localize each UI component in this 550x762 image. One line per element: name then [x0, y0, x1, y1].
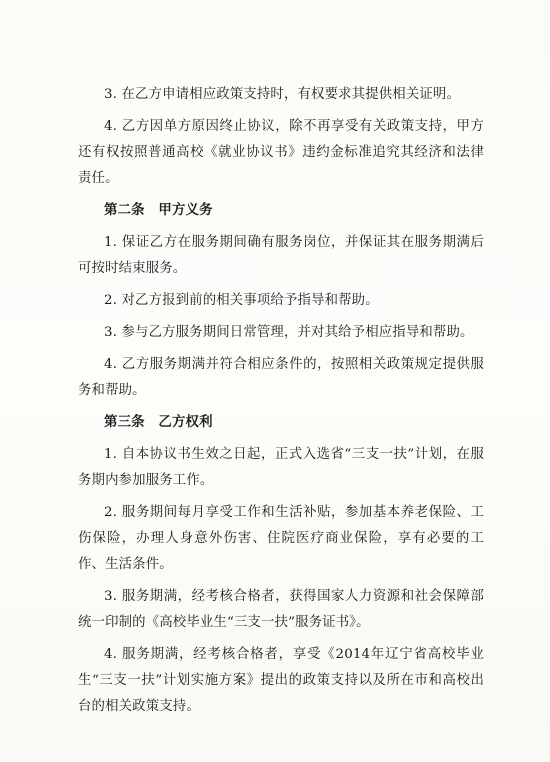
document-body	[78, 82, 484, 720]
article-2-heading: 第二条 甲方义务	[104, 203, 213, 218]
article-2-item-4: 4. 乙方服务期满并符合相应条件的，按照相关政策规定提供服务和帮助。	[78, 357, 484, 398]
article-3-item-1: 1. 自本协议书生效之日起，正式入选省“三支一扶”计划，在服务期内参加服务工作。	[78, 447, 484, 488]
article-2-item-1: 1. 保证乙方在服务期间确有服务岗位，并保证其在服务期满后可按时结束服务。	[78, 235, 484, 276]
article-2-item-2: 2. 对乙方报到前的相关事项给予指导和帮助。	[104, 293, 379, 308]
article-3-heading: 第三条 乙方权利	[104, 415, 213, 430]
article-3-item-4: 4. 服务期满，经考核合格者，享受《2014年辽宁省高校毕业生“三支一扶”计划实施方案》提出的政策支持以及所在市和高校出台的相关政策支持。	[78, 647, 484, 714]
clause-1-item-3: 3. 在乙方申请相应政策支持时，有权要求其提供相关证明。	[104, 87, 460, 102]
article-2-item-3: 3. 参与乙方服务期间日常管理，并对其给予相应指导和帮助。	[104, 325, 474, 340]
article-3-item-2: 2. 服务期间每月享受工作和生活补贴，参加基本养老保险、工伤保险，办理人身意外伤害、住院医疗商业保险，享有必要的工作、生活条件。	[78, 505, 484, 572]
clause-1-item-4: 4. 乙方因单方原因终止协议，除不再享受有关政策支持，甲方还有权按照普通高校《就业协议书》违约金标准追究其经济和法律责任。	[78, 119, 484, 186]
article-3-item-3: 3. 服务期满，经考核合格者，获得国家人力资源和社会保障部统一印制的《高校毕业生“三支一扶”服务证书》。	[78, 589, 484, 630]
